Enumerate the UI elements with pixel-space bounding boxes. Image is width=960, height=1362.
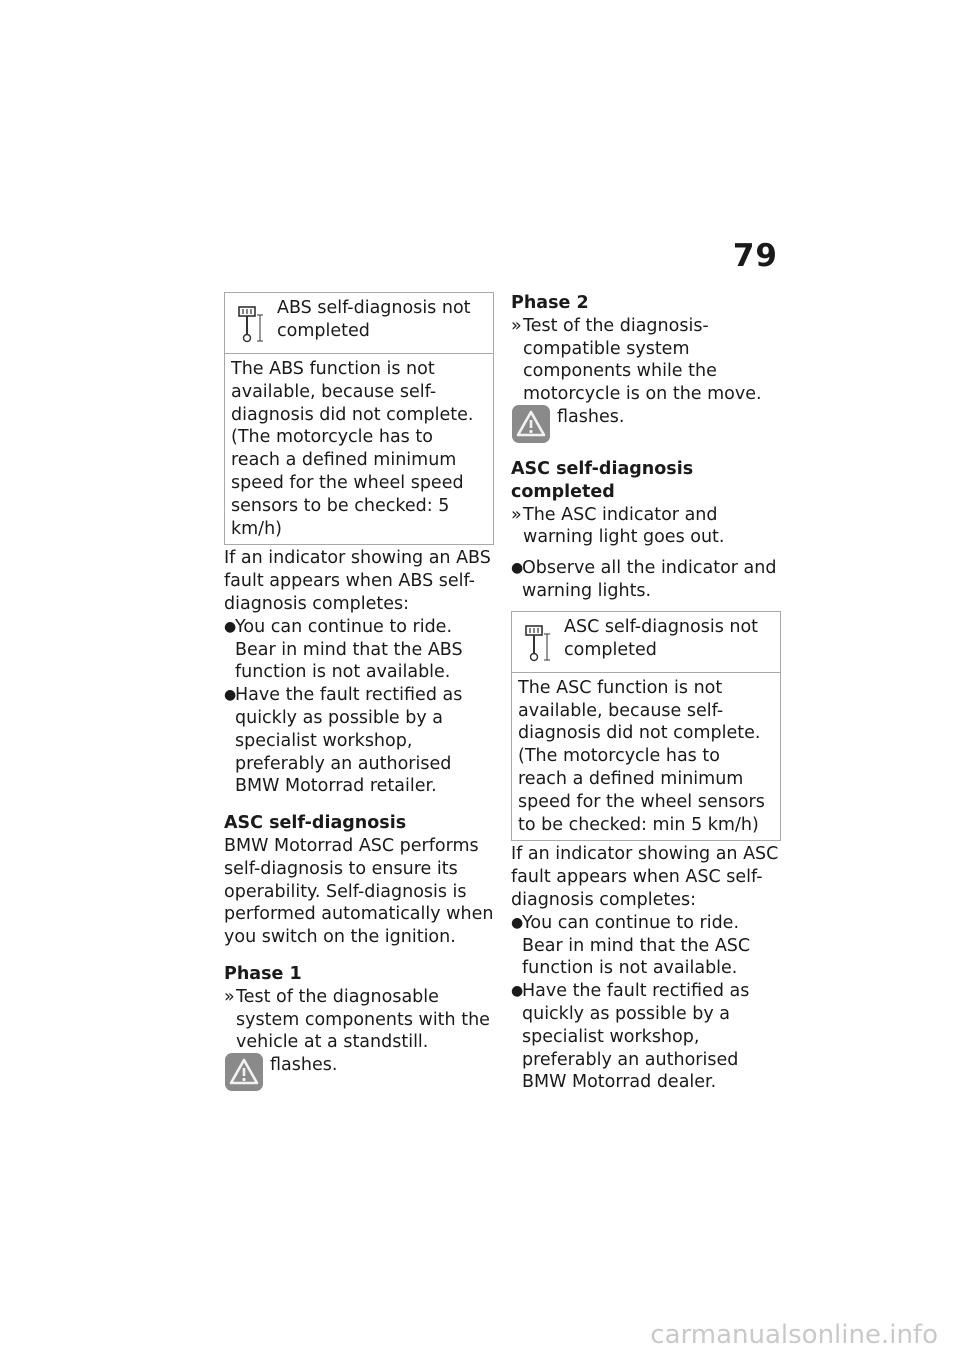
result-arrow-icon: »: [511, 504, 522, 525]
page-number: 79: [732, 238, 778, 274]
phase2-flash-row: [511, 406, 781, 444]
phase1-result-text: Test of the diagnosable system components with the vehicle at a standstill.: [236, 986, 490, 1053]
phase2-flash-text: flashes.: [557, 406, 625, 427]
asc-completed-result-text: The ASC indicator and warning light goes out.: [523, 504, 725, 548]
asc-warning-icon: [224, 1052, 264, 1092]
list-item: [224, 684, 494, 798]
speed-sensor-icon: [520, 620, 554, 666]
phase2-heading: Phase 2: [511, 293, 589, 313]
asc-completed-heading: ASC self-diagnosis completed: [511, 458, 694, 502]
bullet-icon: ●: [224, 618, 237, 635]
watermark-footer: carmanualsonline.info: [650, 1320, 938, 1350]
asc-note-body: The ASC function is not available, because self-diagnosis did not complete. (The motorcycle has to reach a defined minimum speed for the wheel sensors to be checked: min 5 km/h): [518, 677, 765, 835]
asc-note-header: [512, 612, 780, 673]
list-item: [224, 616, 494, 684]
phase1-flash-text: flashes.: [270, 1055, 338, 1076]
abs-fault-intro: If an indicator showing an ABS fault appears when ABS self-diagnosis completes:: [224, 548, 491, 614]
result-arrow-icon: »: [224, 986, 235, 1007]
phase1-flash-row: [224, 1054, 494, 1092]
abs-note-body: The ABS function is not available, because self-diagnosis did not complete. (The motorcycle has to reach a defined minimum speed for the wheel speed sensors to be checked: 5 km/h): [231, 359, 474, 539]
abs-note-box: [224, 292, 494, 545]
bullet-icon: ●: [224, 687, 237, 704]
left-column: [224, 292, 494, 1092]
list-item: [511, 912, 781, 980]
result-arrow-icon: »: [511, 315, 522, 336]
speed-sensor-icon: [233, 301, 267, 347]
phase1-heading: Phase 1: [224, 963, 302, 984]
phase1-result: [224, 986, 494, 1054]
abs-note-header: [225, 293, 493, 354]
list-item: [511, 557, 781, 603]
list-item-text: You can continue to ride. Bear in mind that the ASC function is not available.: [522, 912, 751, 979]
phase2-result-text: Test of the diagnosis-compatible system components while the motorcycle is on the move.: [523, 315, 762, 405]
list-item-text: Have the fault rectified as quickly as possible by a specialist workshop, preferably an authorised BMW Motorrad retailer.: [235, 685, 463, 797]
bullet-icon: ●: [511, 560, 524, 577]
asc-completed-result: [511, 504, 781, 550]
list-item-text: Have the fault rectified as quickly as possible by a specialist workshop, preferably an authorised BMW Motorrad dealer.: [522, 981, 750, 1093]
phase2-result: [511, 315, 781, 406]
bullet-icon: ●: [511, 983, 524, 1000]
right-column: [511, 292, 781, 1094]
list-item-text: You can continue to ride. Bear in mind that the ABS function is not available.: [235, 616, 463, 683]
asc-intro: BMW Motorrad ASC performs self-diagnosis to ensure its operability. Self-diagnosis is performed automatically when you switch on the ignition.: [224, 835, 494, 948]
bullet-icon: ●: [511, 914, 524, 931]
asc-heading: ASC self-diagnosis: [224, 813, 407, 834]
abs-note-title: ABS self-diagnosis not completed: [277, 298, 471, 341]
asc-fault-intro: If an indicator showing an ASC fault appears when ASC self-diagnosis completes:: [511, 844, 779, 910]
list-item-text: Observe all the indicator and warning lights.: [522, 558, 777, 601]
asc-warning-icon: [511, 404, 551, 444]
asc-note-box: [511, 611, 781, 842]
asc-note-title: ASC self-diagnosis not completed: [564, 616, 759, 660]
list-item: [511, 980, 781, 1094]
